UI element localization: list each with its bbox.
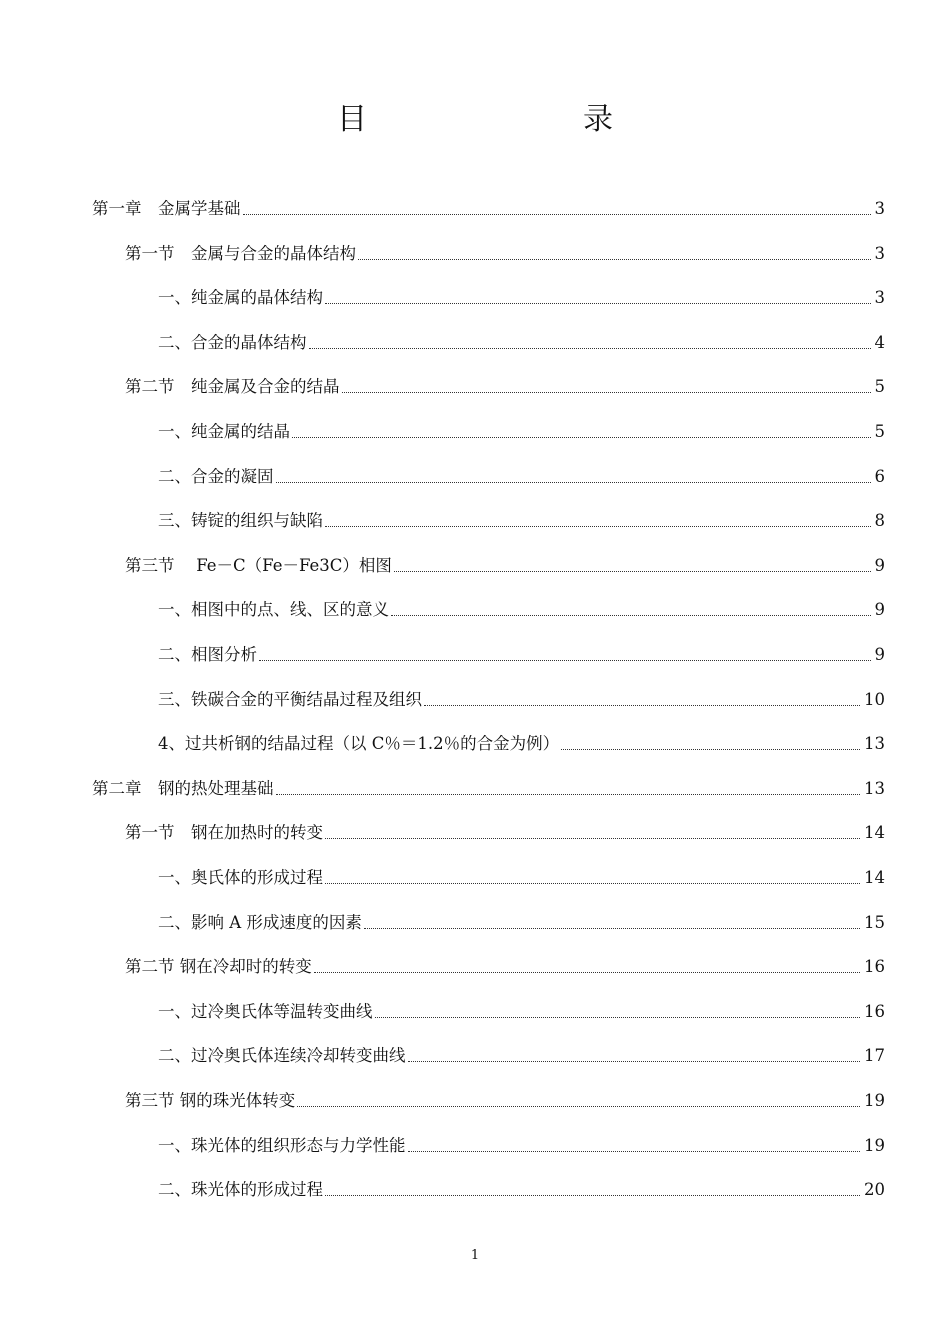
- toc-entry-label: 二、过冷奥氏体连续冷却转变曲线: [158, 1046, 406, 1066]
- toc-entry[interactable]: [158, 636, 885, 666]
- toc-dot-leader: [297, 1105, 860, 1107]
- toc-entry[interactable]: [158, 681, 885, 711]
- toc-entry[interactable]: [158, 458, 885, 488]
- toc-entry[interactable]: [125, 1082, 885, 1112]
- toc-entry-page: 13: [864, 778, 885, 798]
- toc-entry-label: 一、过冷奥氏体等温转变曲线: [158, 1001, 373, 1021]
- toc-entry-label: 第三节 Fe－C（Fe－Fe3C）相图: [125, 555, 392, 575]
- toc-entry-page: 19: [864, 1091, 885, 1110]
- toc-entry-label: 一、纯金属的晶体结构: [158, 288, 323, 308]
- toc-entry-page: 9: [874, 645, 885, 664]
- toc-entry[interactable]: [158, 279, 885, 309]
- toc-dot-leader: [314, 971, 860, 973]
- toc-entry-page: 9: [874, 555, 885, 575]
- toc-entry-label: 二、相图分析: [158, 645, 257, 664]
- toc-dot-leader: [394, 570, 871, 572]
- toc-dot-leader: [243, 213, 871, 215]
- toc-dot-leader: [375, 1016, 861, 1018]
- toc-entry[interactable]: [158, 1127, 885, 1157]
- page-title: 目 录: [337, 102, 665, 137]
- toc-entry[interactable]: [125, 368, 885, 398]
- toc-entry-label: 第二节 钢在冷却时的转变: [125, 957, 312, 977]
- toc-entry[interactable]: [158, 591, 885, 621]
- toc-entry-page: 9: [874, 600, 885, 620]
- toc-dot-leader: [276, 793, 861, 795]
- toc-entry[interactable]: [158, 413, 885, 443]
- toc-dot-leader: [408, 1060, 861, 1062]
- toc-entry-page: 17: [864, 1046, 885, 1066]
- toc-entry-label: 4、过共析钢的结晶过程（以 C％＝1.2％的合金为例）: [158, 734, 560, 754]
- toc-dot-leader: [358, 258, 871, 260]
- toc-entry-page: 6: [874, 466, 885, 486]
- toc-entry-page: 3: [874, 288, 885, 308]
- toc-entry[interactable]: [158, 993, 885, 1023]
- toc-entry[interactable]: [92, 190, 885, 220]
- toc-entry[interactable]: [125, 547, 885, 577]
- toc-entry-label: 一、相图中的点、线、区的意义: [158, 600, 389, 620]
- toc-dot-leader: [325, 525, 871, 527]
- toc-entry-label: 二、影响 A 形成速度的因素: [158, 912, 362, 932]
- toc-entry-page: 4: [874, 332, 885, 352]
- toc-entry-page: 13: [864, 734, 885, 754]
- toc-entry[interactable]: [158, 904, 885, 934]
- toc-entry-label: 第三节 钢的珠光体转变: [125, 1091, 296, 1110]
- toc-entry-label: 二、合金的晶体结构: [158, 332, 307, 352]
- toc-entry[interactable]: [158, 1171, 885, 1201]
- toc-dot-leader: [325, 837, 860, 839]
- page-number: 1: [470, 1248, 480, 1263]
- toc-entry-page: 5: [874, 422, 885, 441]
- toc-dot-leader: [259, 659, 871, 661]
- toc-entry-page: 10: [864, 689, 885, 709]
- toc-entry-label: 三、铸锭的组织与缺陷: [158, 511, 323, 531]
- toc-entry-label: 一、珠光体的组织形态与力学性能: [158, 1135, 406, 1155]
- toc-entry-page: 19: [864, 1135, 885, 1155]
- toc-entry-page: 16: [864, 1001, 885, 1021]
- toc-entry[interactable]: [92, 770, 885, 800]
- toc-dot-leader: [325, 302, 871, 304]
- toc-entry-label: 第一节 钢在加热时的转变: [125, 823, 323, 843]
- toc-dot-leader: [424, 704, 860, 706]
- toc-entry-label: 三、铁碳合金的平衡结晶过程及组织: [158, 689, 422, 709]
- toc-entry-label: 第一节 金属与合金的晶体结构: [125, 243, 356, 263]
- toc-entry-page: 3: [874, 199, 885, 218]
- toc-dot-leader: [292, 436, 871, 438]
- toc-entry-label: 第一章 金属学基础: [92, 199, 241, 218]
- toc-entry-page: 5: [874, 377, 885, 397]
- toc-dot-leader: [325, 882, 860, 884]
- toc-entry[interactable]: [125, 235, 885, 265]
- toc-entry[interactable]: [158, 725, 885, 755]
- toc-entry[interactable]: [158, 859, 885, 889]
- toc-entry-label: 二、珠光体的形成过程: [158, 1180, 323, 1200]
- toc-entry-label: 一、奥氏体的形成过程: [158, 868, 323, 887]
- toc-entry-page: 20: [864, 1180, 885, 1200]
- toc-dot-leader: [408, 1150, 861, 1152]
- toc-entry[interactable]: [125, 814, 885, 844]
- toc-entry-label: 第二章 钢的热处理基础: [92, 778, 274, 798]
- toc-dot-leader: [561, 748, 860, 750]
- toc-dot-leader: [309, 347, 871, 349]
- toc-entry-page: 14: [864, 868, 885, 887]
- toc-entry[interactable]: [158, 324, 885, 354]
- toc-entry-page: 8: [874, 511, 885, 531]
- toc-dot-leader: [276, 481, 871, 483]
- toc-dot-leader: [325, 1194, 860, 1196]
- toc-entry-label: 二、合金的凝固: [158, 466, 274, 486]
- toc-entry[interactable]: [125, 948, 885, 978]
- toc-entry-page: 16: [864, 957, 885, 977]
- toc-entry-page: 14: [864, 823, 885, 843]
- toc-entry-label: 一、纯金属的结晶: [158, 422, 290, 441]
- toc-entry-page: 3: [874, 243, 885, 263]
- toc-dot-leader: [364, 927, 860, 929]
- toc-entry[interactable]: [158, 502, 885, 532]
- toc-entry[interactable]: [158, 1037, 885, 1067]
- toc-dot-leader: [391, 614, 871, 616]
- toc-entry-label: 第二节 纯金属及合金的结晶: [125, 377, 340, 397]
- toc-dot-leader: [342, 391, 871, 393]
- toc-entry-page: 15: [864, 912, 885, 932]
